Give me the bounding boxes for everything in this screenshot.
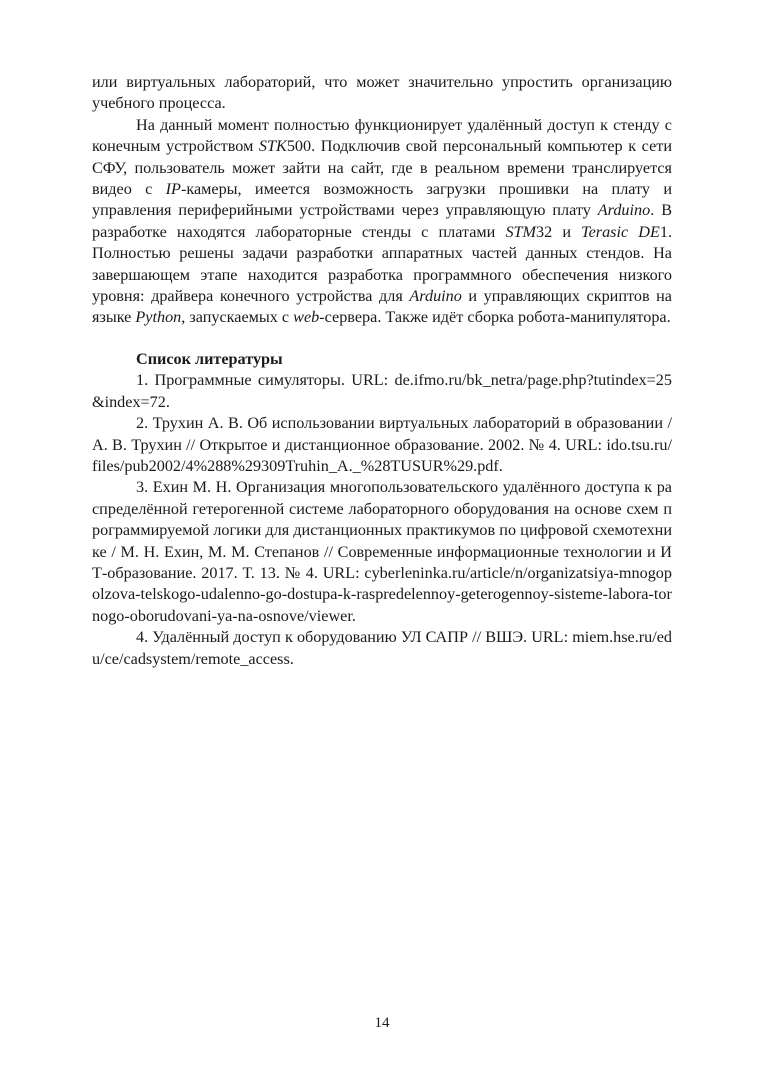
italic-term: STK (258, 137, 287, 156)
text-run: -камеры, имеется возможность загрузки прошивки на плату и управления периферийными устройствами через управляющую плату (92, 180, 673, 220)
paragraph-remote-access (92, 115, 672, 329)
text-run: На данный момент полностью функционирует удалённый доступ к стенду с конечным устройством (92, 115, 672, 156)
italic-term: IP (165, 180, 181, 199)
paragraph-continuation: или виртуальных лабораторий, что может значительно упростить организацию учебного процесса. (92, 73, 672, 113)
text-run: 1. Полностью решены задачи разработки аппаратных частей данных стендов. На завершающем этапе находится разработка программного обеспечения низкого уровня: драйвера конечного устройства для (92, 222, 672, 306)
text-run: и управляющих скриптов на языке (92, 287, 672, 327)
reference-item: 4. Удалённый доступ к оборудованию УЛ САПР // ВШЭ. URL: miem.hse.ru/edu/ce/cadsystem/remote_access. (92, 628, 672, 668)
text-run: , запускаемых с (181, 308, 294, 327)
page-number: 14 (374, 1015, 390, 1031)
references-heading: Список литературы (136, 349, 283, 368)
reference-item: 2. Трухин А. В. Об использовании виртуальных лабораторий в образовании / А. В. Трухин // Открытое и дистанционное образование. 2002. № 4. URL: ido.tsu.ru/files/pub2002/4%288%29309Truhin_A._%28TUSUR%29.pdf. (92, 414, 672, 475)
reference-item: 1. Программные симуляторы. URL: de.ifmo.ru/bk_netra/page.php?tutindex=25&index=72. (92, 371, 672, 411)
text-run: -сервера. Также идёт сборка робота-манипулятора. (319, 308, 671, 327)
reference-item: 3. Ехин М. Н. Организация многопользовательского удалённого доступа к распределённой гетерогенной системе лабораторного оборудования на основе схем программируемой логики для дистанционных практикумов по цифровой схемотехнике / М. Н. Ехин, М. М. Степанов // Современные информационные технологии и ИТ-образование. 2017. Т. 13. № 4. URL: cyberleninka.ru/article/n/organizatsiya-mnogopolzova-telskogo-udalenno-go-dostupa-k-raspredelennoy-geterogennoy-sisteme-labora-tornogo-oborudovani-ya-na-osnove/viewer. (92, 478, 672, 625)
italic-term: Terasic DE (581, 222, 660, 241)
italic-term: Arduino (597, 201, 651, 220)
page-body (92, 72, 672, 670)
italic-term: web (293, 308, 320, 327)
text-run: . В разработке находятся лабораторные стенды с платами (92, 201, 672, 241)
italic-term: Python (135, 308, 182, 327)
italic-term: Arduino (409, 287, 462, 306)
italic-term: STM (505, 222, 537, 241)
text-run: 32 и (536, 222, 582, 241)
text-run: 500. Подключив свой персональный компьютер к сети СФУ, пользователь может зайти на сайт, где в реальном времени транслируется видео с (92, 137, 672, 199)
